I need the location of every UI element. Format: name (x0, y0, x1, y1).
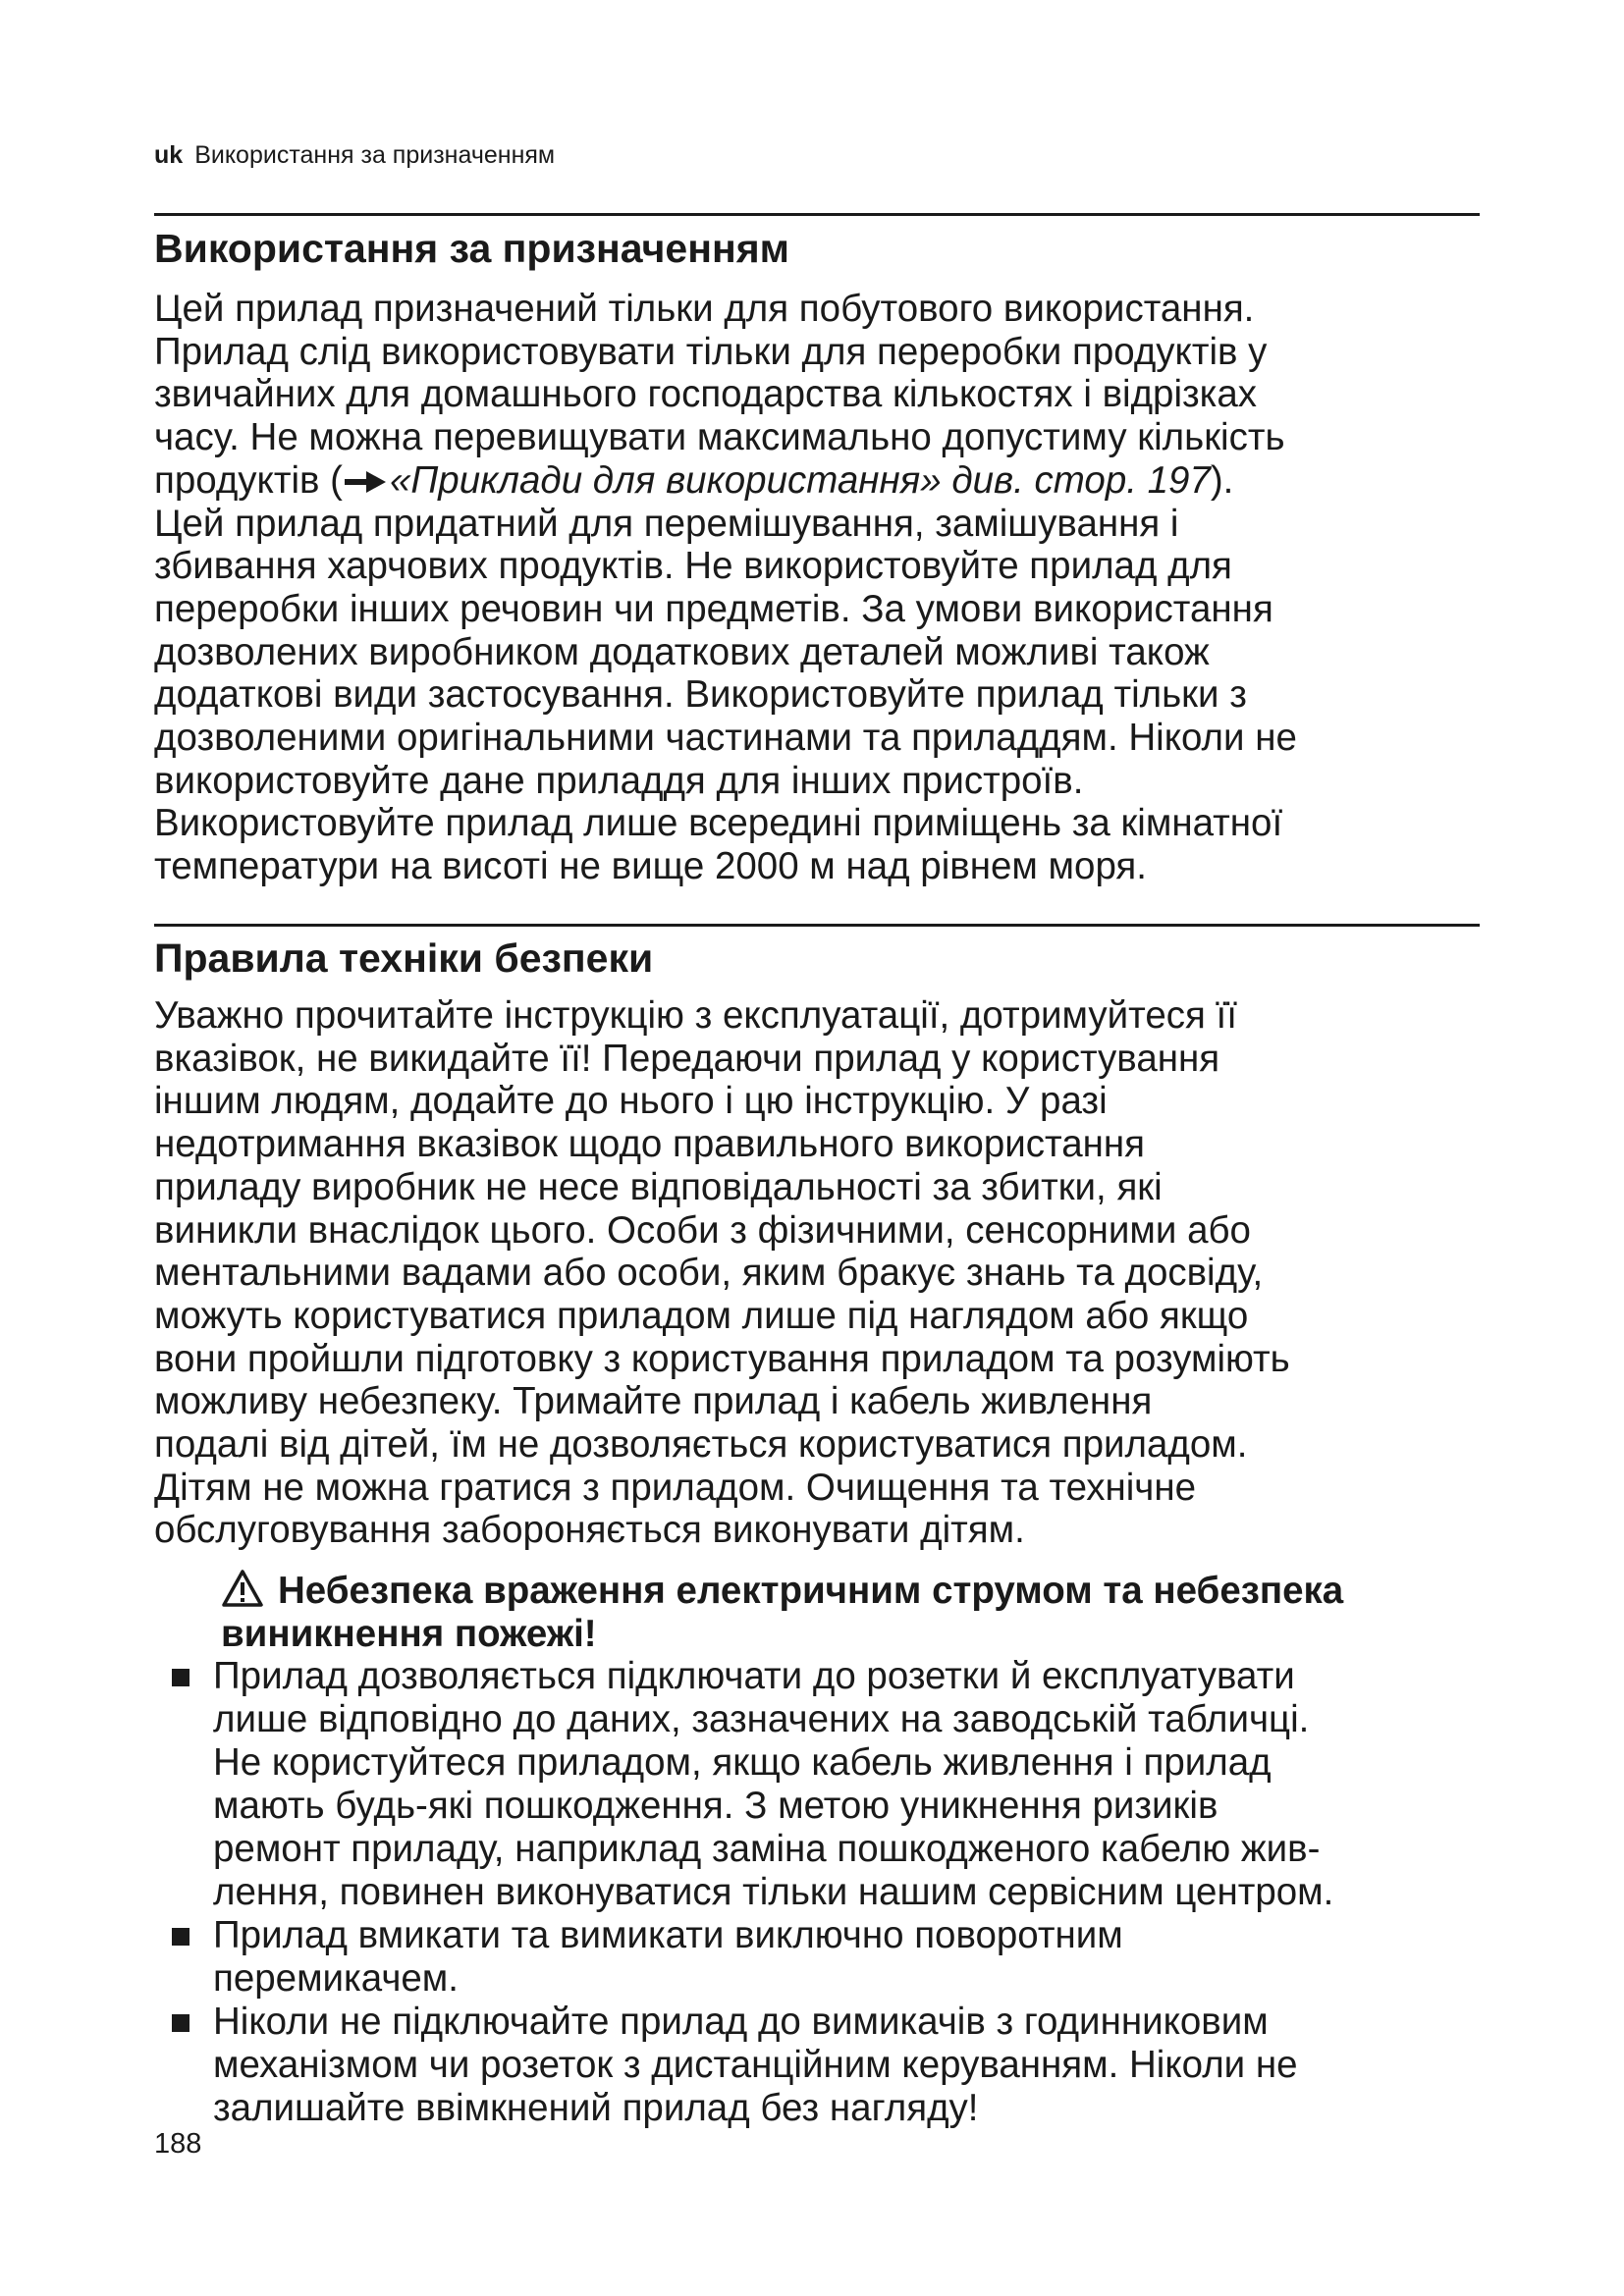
text-line: Використовуйте прилад лише всередині приміщень за кімнатної (154, 802, 1283, 845)
warning-line (221, 1569, 1556, 1613)
text-line: звичайних для домашнього господарства кількостях і відрізках (154, 373, 1258, 416)
text-line: лише відповідно до даних, зазначених на заводській табличці. (213, 1698, 1310, 1740)
text-line: вони пройшли підготовку з користування приладом та розуміють (154, 1337, 1290, 1380)
electric-shock-warning (221, 1569, 1556, 1656)
square-bullet-icon (172, 1928, 189, 1946)
list-item (172, 1914, 1566, 2001)
cross-reference-link[interactable]: «Приклади для використання» див. стор. 197 (389, 458, 1211, 502)
square-bullet-icon (172, 2014, 189, 2032)
safety-paragraph (154, 994, 1509, 1552)
text-line: залишайте ввімкнений прилад без нагляду! (213, 2087, 979, 2129)
text-line: приладу виробник не несе відповідальності за збитки, які (154, 1165, 1163, 1208)
text-line: недотримання вказівок щодо правильного використання (154, 1123, 1145, 1166)
text-line: можливу небезпеку. Тримайте прилад і кабель живлення (154, 1380, 1153, 1423)
text-line: перемикачем. (213, 1957, 459, 2000)
text-line: часу. Не можна перевищувати максимально допустиму кількість (154, 416, 1285, 459)
text-line: Прилад слід використовувати тільки для переробки продуктів у (154, 330, 1268, 373)
text-line: переробки інших речовин чи предметів. За умови використання (154, 587, 1273, 630)
warning-title-1: Небезпека враження електричним струмом та небезпека (278, 1570, 1344, 1612)
text-line: виникли внаслідок цього. Особи з фізичними, сенсорними або (154, 1208, 1251, 1252)
intended-use-paragraph (154, 288, 1509, 888)
arrow-right-icon (345, 469, 386, 495)
language-code: uk (154, 141, 184, 169)
warning-title-2: виникнення пожежі! (221, 1613, 597, 1655)
text-line: збивання харчових продуктів. Не використовуйте прилад для (154, 545, 1232, 588)
text-line: додаткові види застосування. Використовуйте прилад тільки з (154, 673, 1247, 717)
text-line: мають будь-які пошкодження. З метою уникнення ризиків (213, 1785, 1218, 1827)
text-line: Цей прилад призначений тільки для побутового використання. (154, 288, 1255, 330)
text-line: іншим людям, додайте до нього і цю інструкцію. У разі (154, 1080, 1108, 1123)
section-heading-intended-use: Використання за призначенням (154, 226, 789, 271)
section-divider-1 (154, 213, 1480, 216)
safety-bullet-list (172, 1655, 1566, 2130)
warning-triangle-icon (221, 1569, 264, 1608)
text-line: ментальними вадами або особи, яким бракує знань та досвіду, (154, 1252, 1264, 1295)
square-bullet-icon (172, 1669, 189, 1686)
section-heading-safety: Правила техніки безпеки (154, 935, 654, 981)
ref-prefix: продуктів ( (154, 458, 343, 502)
text-line: лення, повинен виконуватися тільки нашим сервісним центром. (213, 1871, 1334, 1913)
text-line: Ніколи не підключайте прилад до вимикачів з годинниковим (213, 2001, 1269, 2043)
section-divider-2 (154, 924, 1480, 927)
text-line: Цей прилад придатний для перемішування, замішування і (154, 502, 1179, 545)
text-line: дозволеними оригінальними частинами та приладдям. Ніколи не (154, 717, 1297, 760)
page-number: 188 (154, 2128, 202, 2160)
ref-suffix: ). (1210, 458, 1234, 502)
text-line: Дітям не можна гратися з приладом. Очищення та технічне (154, 1466, 1197, 1509)
text-line: механізмом чи розеток з дистанційним керуванням. Ніколи не (213, 2044, 1298, 2086)
text-line: використовуйте дане приладдя для інших пристроїв. (154, 759, 1084, 802)
running-header (154, 140, 555, 170)
text-line: Прилад вмикати та вимикати виключно поворотним (213, 1914, 1123, 1956)
text-line: вказівок, не викидайте її! Передаючи прилад у користування (154, 1037, 1220, 1080)
list-item (172, 1655, 1566, 1914)
text-line: Прилад дозволяється підключати до розетки й експлуатувати (213, 1655, 1295, 1697)
text-line: обслуговування забороняється виконувати дітям. (154, 1509, 1025, 1552)
text-line: подалі від дітей, їм не дозволяється користуватися приладом. (154, 1423, 1248, 1467)
text-line: температури на висоті не вище 2000 м над рівнем моря. (154, 845, 1147, 888)
text-line: можуть користуватися приладом лише під наглядом або якщо (154, 1294, 1249, 1337)
running-header-title: Використання за призначенням (194, 141, 556, 169)
cross-reference-line (154, 459, 1509, 503)
text-line: Уважно прочитайте інструкцію з експлуатації, дотримуйтеся її (154, 994, 1237, 1037)
text-line: Не користуйтеся приладом, якщо кабель живлення і прилад (213, 1741, 1272, 1784)
list-item (172, 2001, 1566, 2130)
text-line: ремонт приладу, наприклад заміна пошкодженого кабелю жив- (213, 1828, 1321, 1870)
text-line: дозволених виробником додаткових деталей можливі також (154, 630, 1210, 673)
